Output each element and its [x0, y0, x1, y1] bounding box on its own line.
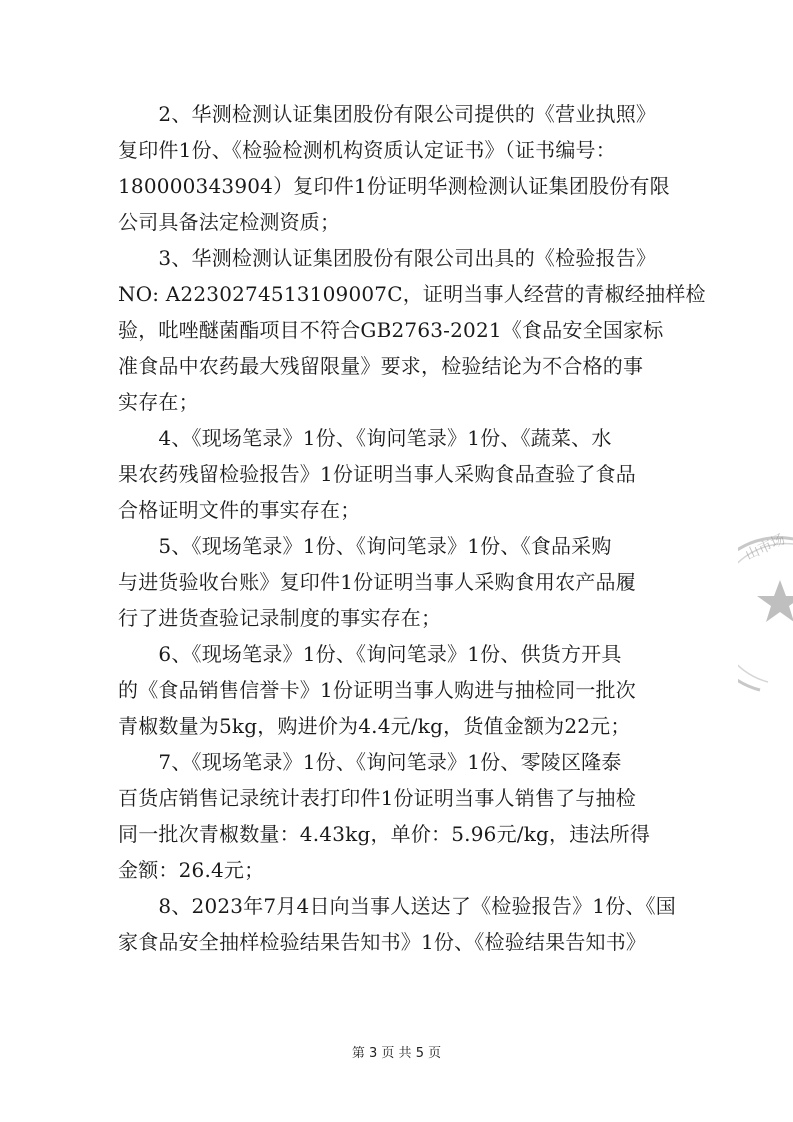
svg-text:山市场: 山市场 — [742, 531, 788, 564]
text-line: 合格证明文件的事实存在； — [118, 498, 361, 522]
text-line: 5、《现场笔录》1份、《询问笔录》1份、《食品采购 — [118, 534, 612, 558]
document-body — [118, 96, 706, 960]
text-line: 金额：26.4元； — [118, 858, 265, 882]
text-line: 公司具备法定检测资质； — [118, 210, 341, 234]
text-line: 与进货验收台账》复印件1份证明当事人采购食用农产品履 — [118, 570, 636, 594]
text-line: 同一批次青椒数量：4.43kg，单价：5.96元/kg，违法所得 — [118, 822, 651, 846]
text-line: 准食品中农药最大残留限量》要求，检验结论为不合格的事 — [118, 354, 644, 378]
text-line: 3、华测检测认证集团股份有限公司出具的《检验报告》 — [118, 246, 657, 270]
text-line: 的《食品销售信誉卡》1份证明当事人购进与抽检同一批次 — [118, 678, 636, 702]
text-line: 180000343904）复印件1份证明华测检测认证集团股份有限 — [118, 174, 670, 198]
text-line: 百货店销售记录统计表打印件1份证明当事人销售了与抽检 — [118, 786, 636, 810]
text-line: 2、华测检测认证集团股份有限公司提供的《营业执照》 — [118, 102, 657, 126]
text-line: 果农药残留检验报告》1份证明当事人采购食品查验了食品 — [118, 462, 636, 486]
text-line: 6、《现场笔录》1份、《询问笔录》1份、供货方开具 — [118, 642, 622, 666]
text-line: 行了进货查验记录制度的事实存在； — [118, 606, 442, 630]
text-line: 家食品安全抽样检验结果告知书》1份、《检验结果告知书》 — [118, 930, 647, 954]
text-line: 青椒数量为5kg，购进价为4.4元/kg，货值金额为22元； — [118, 714, 631, 738]
text-line: 验，吡唑醚菌酯项目不符合GB2763-2021《食品安全国家标 — [118, 318, 664, 342]
official-seal-fragment — [738, 520, 793, 710]
text-line: 复印件1份、《检验检测机构资质认定证书》（证书编号： — [118, 138, 616, 162]
text-line: 8、2023年7月4日向当事人送达了《检验报告》1份、《国 — [118, 894, 676, 918]
text-line: 7、《现场笔录》1份、《询问笔录》1份、零陵区隆泰 — [118, 750, 622, 774]
page-number-footer: 第 3 页 共 5 页 — [351, 1046, 442, 1061]
text-line: 4、《现场笔录》1份、《询问笔录》1份、《蔬菜、水 — [118, 426, 612, 450]
text-line: NO: A2230274513109007C，证明当事人经营的青椒经抽样检 — [118, 282, 706, 306]
text-line: 实存在； — [118, 390, 199, 414]
